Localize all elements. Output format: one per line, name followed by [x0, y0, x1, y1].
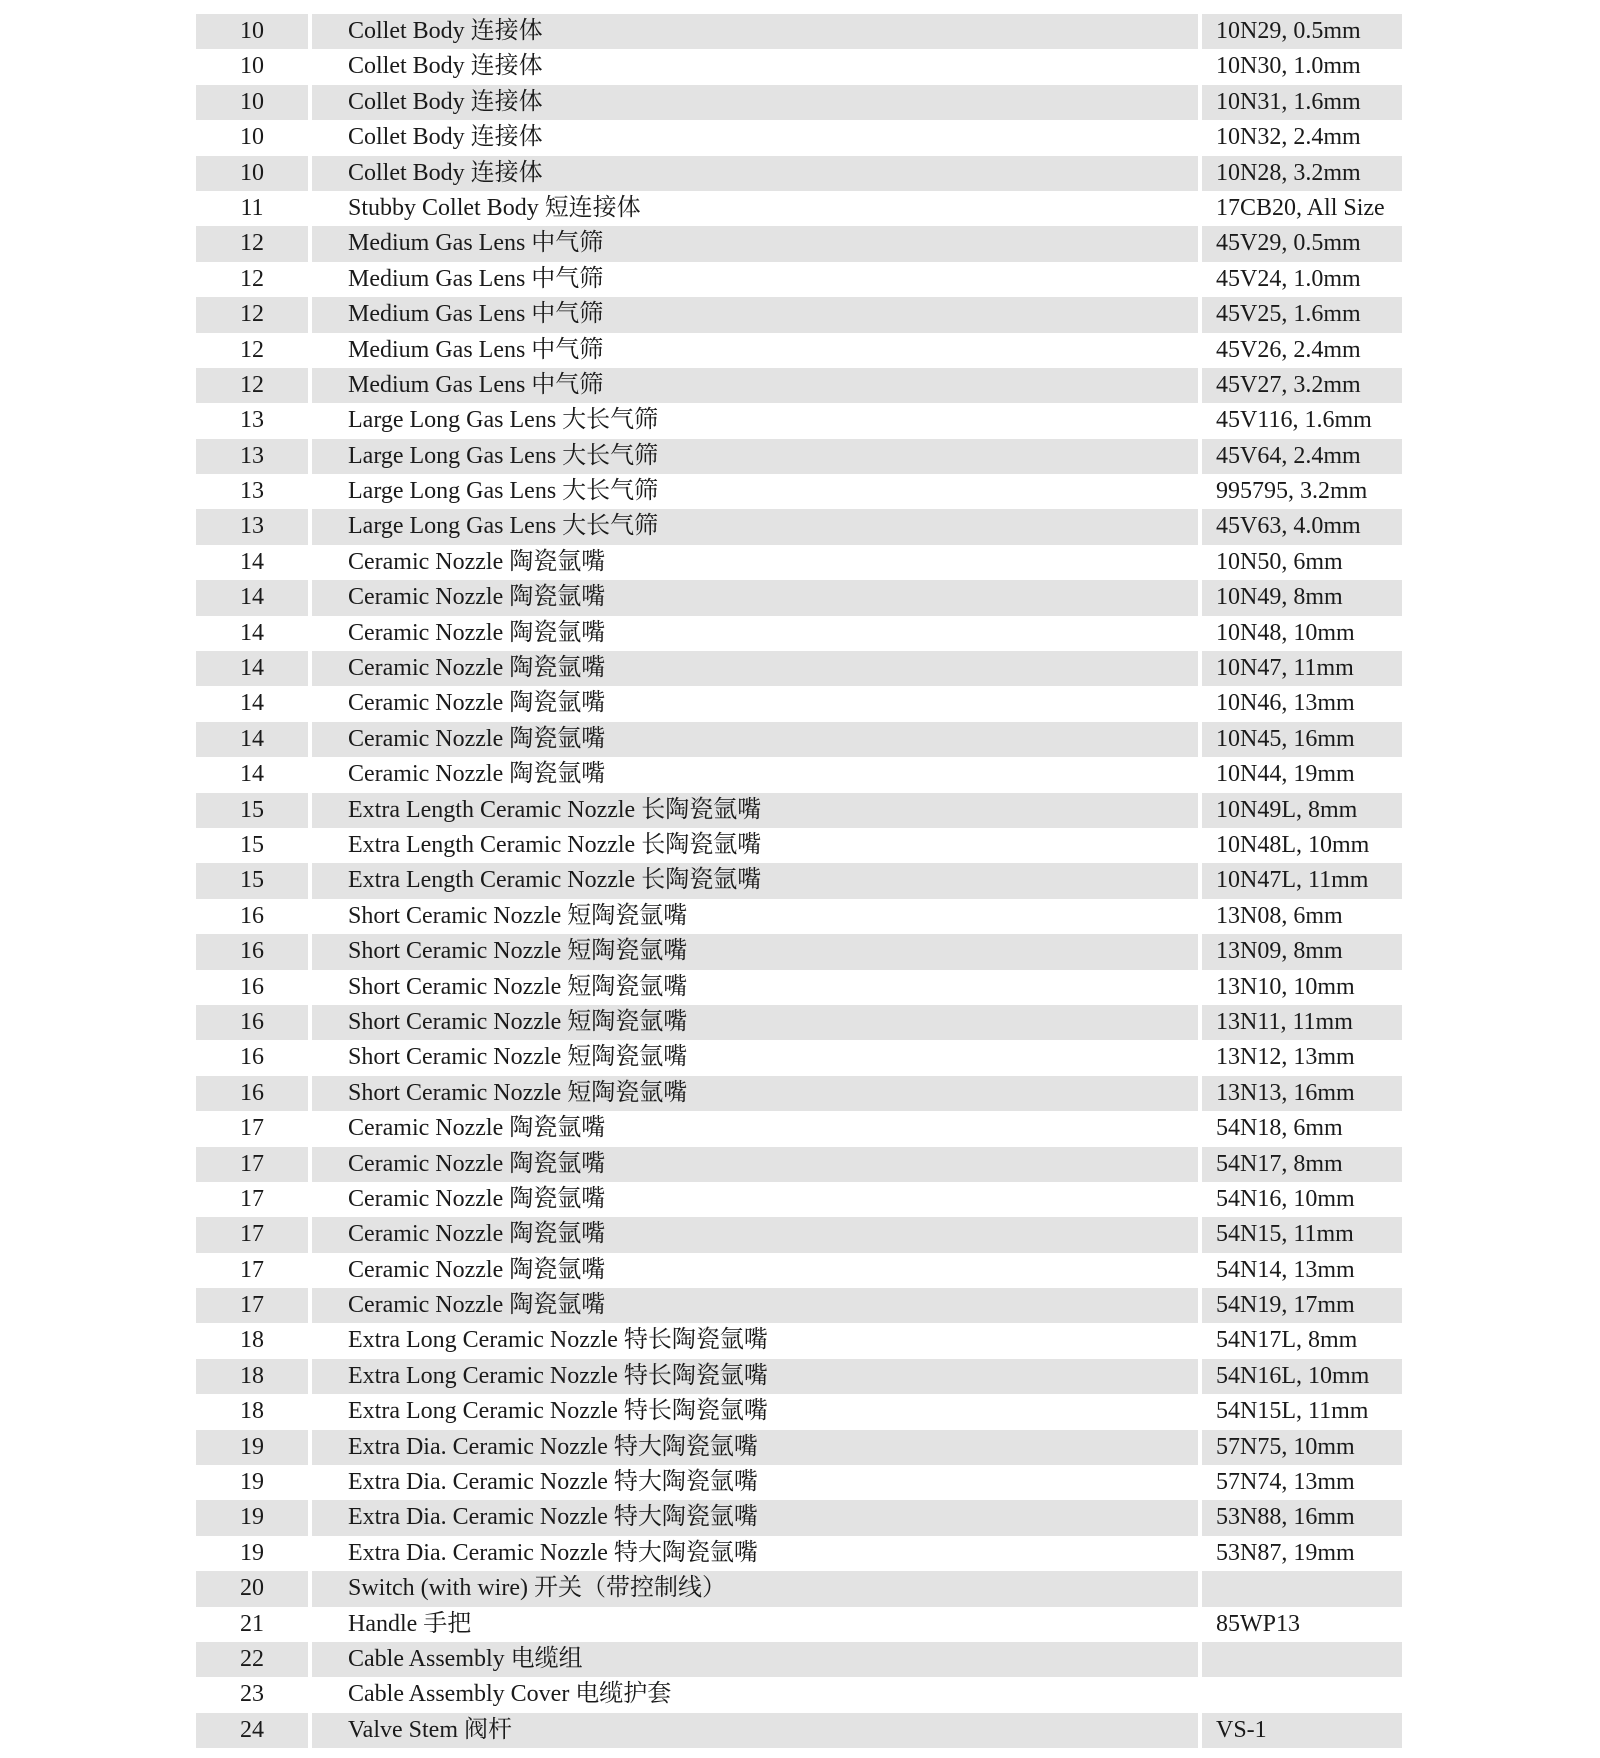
- part-code-cell: VS-1: [1202, 1713, 1402, 1748]
- table-row: [196, 580, 1402, 615]
- table-row: [196, 1713, 1402, 1748]
- part-code-cell: 10N28, 3.2mm: [1202, 156, 1402, 191]
- description-cell: Extra Length Ceramic Nozzle 长陶瓷氩嘴: [312, 863, 1198, 898]
- item-number-cell: 13: [196, 509, 308, 544]
- table-row: [196, 368, 1402, 403]
- table-row: [196, 1394, 1402, 1429]
- table-row: [196, 757, 1402, 792]
- item-number-cell: 12: [196, 368, 308, 403]
- part-code-cell: 13N09, 8mm: [1202, 934, 1402, 969]
- description-cell: Ceramic Nozzle 陶瓷氩嘴: [312, 651, 1198, 686]
- description-cell: Cable Assembly Cover 电缆护套: [348, 1681, 672, 1708]
- part-code-cell: 13N13, 16mm: [1202, 1076, 1402, 1111]
- part-code-cell: 54N16, 10mm: [1216, 1185, 1355, 1212]
- item-number-cell: 13: [240, 407, 264, 434]
- table-row: [196, 14, 1402, 49]
- description-cell: Switch (with wire) 开关（带控制线）: [312, 1571, 1198, 1606]
- part-code-cell: 10N31, 1.6mm: [1202, 85, 1402, 120]
- table-row: [196, 403, 1402, 438]
- part-code-cell: 10N46, 13mm: [1216, 690, 1355, 717]
- description-cell: Short Ceramic Nozzle 短陶瓷氩嘴: [312, 934, 1198, 969]
- table-row: [196, 970, 1402, 1005]
- item-number-cell: 14: [240, 761, 264, 788]
- table-row: [196, 226, 1402, 261]
- table-row: [196, 1465, 1402, 1500]
- item-number-cell: 17: [240, 1256, 264, 1283]
- table-row: [196, 1005, 1402, 1040]
- part-code-cell: 10N48L, 10mm: [1216, 831, 1370, 858]
- item-number-cell: 17: [196, 1147, 308, 1182]
- item-number-cell: 24: [196, 1713, 308, 1748]
- description-cell: Ceramic Nozzle 陶瓷氩嘴: [312, 580, 1198, 615]
- item-number-cell: 12: [196, 226, 308, 261]
- part-code-cell: [1202, 1642, 1402, 1677]
- item-number-cell: 16: [240, 973, 264, 1000]
- part-code-cell: 13N10, 10mm: [1216, 973, 1355, 1000]
- description-cell: Short Ceramic Nozzle 短陶瓷氩嘴: [348, 973, 688, 1000]
- table-row: [196, 1536, 1402, 1571]
- description-cell: Ceramic Nozzle 陶瓷氩嘴: [312, 1288, 1198, 1323]
- item-number-cell: 19: [196, 1430, 308, 1465]
- description-cell: Ceramic Nozzle 陶瓷氩嘴: [312, 1147, 1198, 1182]
- item-number-cell: 20: [196, 1571, 308, 1606]
- item-number-cell: 19: [240, 1469, 264, 1496]
- description-cell: Stubby Collet Body 短连接体: [348, 194, 641, 221]
- part-code-cell: 10N48, 10mm: [1216, 619, 1355, 646]
- description-cell: Short Ceramic Nozzle 短陶瓷氩嘴: [312, 1005, 1198, 1040]
- item-number-cell: 12: [240, 336, 264, 363]
- table-row: [196, 1040, 1402, 1075]
- description-cell: Large Long Gas Lens 大长气筛: [348, 407, 659, 434]
- part-code-cell: 13N11, 11mm: [1202, 1005, 1402, 1040]
- item-number-cell: 12: [240, 265, 264, 292]
- item-number-cell: 16: [196, 1005, 308, 1040]
- item-number-cell: 17: [196, 1288, 308, 1323]
- parts-table: [196, 14, 1402, 1748]
- description-cell: Medium Gas Lens 中气筛: [312, 368, 1198, 403]
- table-row: [196, 1253, 1402, 1288]
- part-code-cell: 10N32, 2.4mm: [1216, 124, 1361, 151]
- part-code-cell: 54N19, 17mm: [1202, 1288, 1402, 1323]
- item-number-cell: 10: [240, 124, 264, 151]
- description-cell: Ceramic Nozzle 陶瓷氩嘴: [348, 1115, 606, 1142]
- table-row: [196, 509, 1402, 544]
- part-code-cell: 10N50, 6mm: [1216, 548, 1343, 575]
- item-number-cell: 15: [196, 863, 308, 898]
- item-number-cell: 12: [196, 297, 308, 332]
- item-number-cell: 14: [196, 722, 308, 757]
- table-row: [196, 1500, 1402, 1535]
- table-row: [196, 49, 1402, 84]
- description-cell: Ceramic Nozzle 陶瓷氩嘴: [348, 619, 606, 646]
- part-code-cell: 10N30, 1.0mm: [1216, 53, 1361, 80]
- table-row: [196, 1288, 1402, 1323]
- part-code-cell: 10N45, 16mm: [1202, 722, 1402, 757]
- description-cell: Extra Long Ceramic Nozzle 特长陶瓷氩嘴: [348, 1398, 768, 1425]
- item-number-cell: 14: [196, 580, 308, 615]
- description-cell: Short Ceramic Nozzle 短陶瓷氩嘴: [348, 1044, 688, 1071]
- table-row: [196, 1359, 1402, 1394]
- description-cell: Ceramic Nozzle 陶瓷氩嘴: [348, 1185, 606, 1212]
- table-row: [196, 333, 1402, 368]
- description-cell: Medium Gas Lens 中气筛: [312, 226, 1198, 261]
- item-number-cell: 18: [196, 1359, 308, 1394]
- item-number-cell: 14: [240, 690, 264, 717]
- item-number-cell: 22: [196, 1642, 308, 1677]
- description-cell: Ceramic Nozzle 陶瓷氩嘴: [312, 1217, 1198, 1252]
- item-number-cell: 10: [196, 156, 308, 191]
- table-row: [196, 439, 1402, 474]
- item-number-cell: 23: [240, 1681, 264, 1708]
- table-row: [196, 1571, 1402, 1606]
- item-number-cell: 16: [240, 1044, 264, 1071]
- item-number-cell: 18: [240, 1327, 264, 1354]
- part-code-cell: 53N87, 19mm: [1216, 1539, 1355, 1566]
- part-code-cell: 45V25, 1.6mm: [1202, 297, 1402, 332]
- item-number-cell: 21: [240, 1610, 264, 1637]
- description-cell: Valve Stem 阀杆: [312, 1713, 1198, 1748]
- table-row: [196, 1111, 1402, 1146]
- table-row: [196, 156, 1402, 191]
- part-code-cell: 54N15L, 11mm: [1216, 1398, 1369, 1425]
- description-cell: Extra Length Ceramic Nozzle 长陶瓷氩嘴: [348, 831, 762, 858]
- item-number-cell: 14: [240, 548, 264, 575]
- part-code-cell: 45V64, 2.4mm: [1202, 439, 1402, 474]
- table-row: [196, 686, 1402, 721]
- item-number-cell: 14: [240, 619, 264, 646]
- description-cell: Extra Dia. Ceramic Nozzle 特大陶瓷氩嘴: [348, 1539, 758, 1566]
- item-number-cell: 15: [196, 793, 308, 828]
- table-row: [196, 474, 1402, 509]
- description-cell: Extra Long Ceramic Nozzle 特长陶瓷氩嘴: [312, 1359, 1198, 1394]
- description-cell: Extra Dia. Ceramic Nozzle 特大陶瓷氩嘴: [312, 1500, 1198, 1535]
- part-code-cell: 54N16L, 10mm: [1202, 1359, 1402, 1394]
- part-code-cell: 13N08, 6mm: [1216, 902, 1343, 929]
- table-row: [196, 545, 1402, 580]
- description-cell: Ceramic Nozzle 陶瓷氩嘴: [312, 722, 1198, 757]
- table-row: [196, 1642, 1402, 1677]
- part-code-cell: 45V27, 3.2mm: [1202, 368, 1402, 403]
- item-number-cell: 10: [196, 14, 308, 49]
- part-code-cell: 85WP13: [1216, 1610, 1300, 1637]
- item-number-cell: 13: [196, 439, 308, 474]
- description-cell: Short Ceramic Nozzle 短陶瓷氩嘴: [312, 1076, 1198, 1111]
- part-code-cell: 10N47, 11mm: [1202, 651, 1402, 686]
- item-number-cell: 19: [196, 1500, 308, 1535]
- table-row: [196, 1323, 1402, 1358]
- part-code-cell: 10N29, 0.5mm: [1202, 14, 1402, 49]
- table-row: [196, 616, 1402, 651]
- item-number-cell: 17: [240, 1115, 264, 1142]
- table-row: [196, 1677, 1402, 1712]
- part-code-cell: 57N74, 13mm: [1216, 1469, 1355, 1496]
- part-code-cell: 45V29, 0.5mm: [1202, 226, 1402, 261]
- description-cell: Cable Assembly 电缆组: [312, 1642, 1198, 1677]
- table-row: [196, 262, 1402, 297]
- description-cell: Extra Length Ceramic Nozzle 长陶瓷氩嘴: [312, 793, 1198, 828]
- description-cell: Medium Gas Lens 中气筛: [348, 336, 604, 363]
- part-code-cell: 10N49L, 8mm: [1202, 793, 1402, 828]
- item-number-cell: 10: [196, 85, 308, 120]
- description-cell: Medium Gas Lens 中气筛: [348, 265, 604, 292]
- description-cell: Ceramic Nozzle 陶瓷氩嘴: [348, 761, 606, 788]
- description-cell: Short Ceramic Nozzle 短陶瓷氩嘴: [348, 902, 688, 929]
- part-code-cell: 54N17L, 8mm: [1216, 1327, 1358, 1354]
- part-code-cell: 45V63, 4.0mm: [1202, 509, 1402, 544]
- item-number-cell: 16: [196, 1076, 308, 1111]
- description-cell: Collet Body 连接体: [312, 85, 1198, 120]
- item-number-cell: 19: [240, 1539, 264, 1566]
- description-cell: Ceramic Nozzle 陶瓷氩嘴: [348, 1256, 606, 1283]
- description-cell: Collet Body 连接体: [312, 14, 1198, 49]
- item-number-cell: 13: [240, 478, 264, 505]
- description-cell: Medium Gas Lens 中气筛: [312, 297, 1198, 332]
- part-code-cell: 54N14, 13mm: [1216, 1256, 1355, 1283]
- table-row: [196, 828, 1402, 863]
- item-number-cell: 16: [240, 902, 264, 929]
- description-cell: Ceramic Nozzle 陶瓷氩嘴: [348, 548, 606, 575]
- description-cell: Large Long Gas Lens 大长气筛: [348, 478, 659, 505]
- part-code-cell: 45V26, 2.4mm: [1216, 336, 1361, 363]
- table-row: [196, 793, 1402, 828]
- item-number-cell: 17: [240, 1185, 264, 1212]
- part-code-cell: 10N49, 8mm: [1202, 580, 1402, 615]
- part-code-cell: 45V24, 1.0mm: [1216, 265, 1361, 292]
- table-row: [196, 297, 1402, 332]
- description-cell: Collet Body 连接体: [312, 156, 1198, 191]
- part-code-cell: 13N12, 13mm: [1216, 1044, 1355, 1071]
- description-cell: Extra Dia. Ceramic Nozzle 特大陶瓷氩嘴: [312, 1430, 1198, 1465]
- item-number-cell: 14: [196, 651, 308, 686]
- table-row: [196, 1147, 1402, 1182]
- part-code-cell: 54N15, 11mm: [1202, 1217, 1402, 1252]
- table-row: [196, 120, 1402, 155]
- description-cell: Extra Dia. Ceramic Nozzle 特大陶瓷氩嘴: [348, 1469, 758, 1496]
- description-cell: Collet Body 连接体: [348, 53, 543, 80]
- description-cell: Handle 手把: [348, 1610, 472, 1637]
- table-row: [196, 722, 1402, 757]
- item-number-cell: 10: [240, 53, 264, 80]
- part-code-cell: 54N17, 8mm: [1202, 1147, 1402, 1182]
- description-cell: Ceramic Nozzle 陶瓷氩嘴: [348, 690, 606, 717]
- item-number-cell: 15: [240, 831, 264, 858]
- table-row: [196, 1182, 1402, 1217]
- table-row: [196, 1217, 1402, 1252]
- item-number-cell: 16: [196, 934, 308, 969]
- table-row: [196, 1607, 1402, 1642]
- part-code-cell: 54N18, 6mm: [1216, 1115, 1343, 1142]
- table-row: [196, 191, 1402, 226]
- part-code-cell: 995795, 3.2mm: [1216, 478, 1368, 505]
- part-code-cell: 10N44, 19mm: [1216, 761, 1355, 788]
- part-code-cell: 17CB20, All Size: [1216, 194, 1385, 221]
- table-row: [196, 651, 1402, 686]
- table-body: [196, 14, 1402, 1748]
- description-cell: Large Long Gas Lens 大长气筛: [312, 509, 1198, 544]
- table-row: [196, 863, 1402, 898]
- description-cell: Large Long Gas Lens 大长气筛: [312, 439, 1198, 474]
- part-code-cell: 57N75, 10mm: [1202, 1430, 1402, 1465]
- table-row: [196, 899, 1402, 934]
- part-code-cell: 10N47L, 11mm: [1202, 863, 1402, 898]
- part-code-cell: 45V116, 1.6mm: [1216, 407, 1372, 434]
- table-row: [196, 85, 1402, 120]
- table-row: [196, 1076, 1402, 1111]
- part-code-cell: 53N88, 16mm: [1202, 1500, 1402, 1535]
- part-code-cell: [1202, 1571, 1402, 1606]
- item-number-cell: 11: [240, 194, 264, 221]
- part-code-cell: [1202, 1677, 1402, 1712]
- item-number-cell: 18: [240, 1398, 264, 1425]
- table-row: [196, 1430, 1402, 1465]
- table-row: [196, 934, 1402, 969]
- description-cell: Collet Body 连接体: [348, 124, 543, 151]
- item-number-cell: 17: [196, 1217, 308, 1252]
- description-cell: Extra Long Ceramic Nozzle 特长陶瓷氩嘴: [348, 1327, 768, 1354]
